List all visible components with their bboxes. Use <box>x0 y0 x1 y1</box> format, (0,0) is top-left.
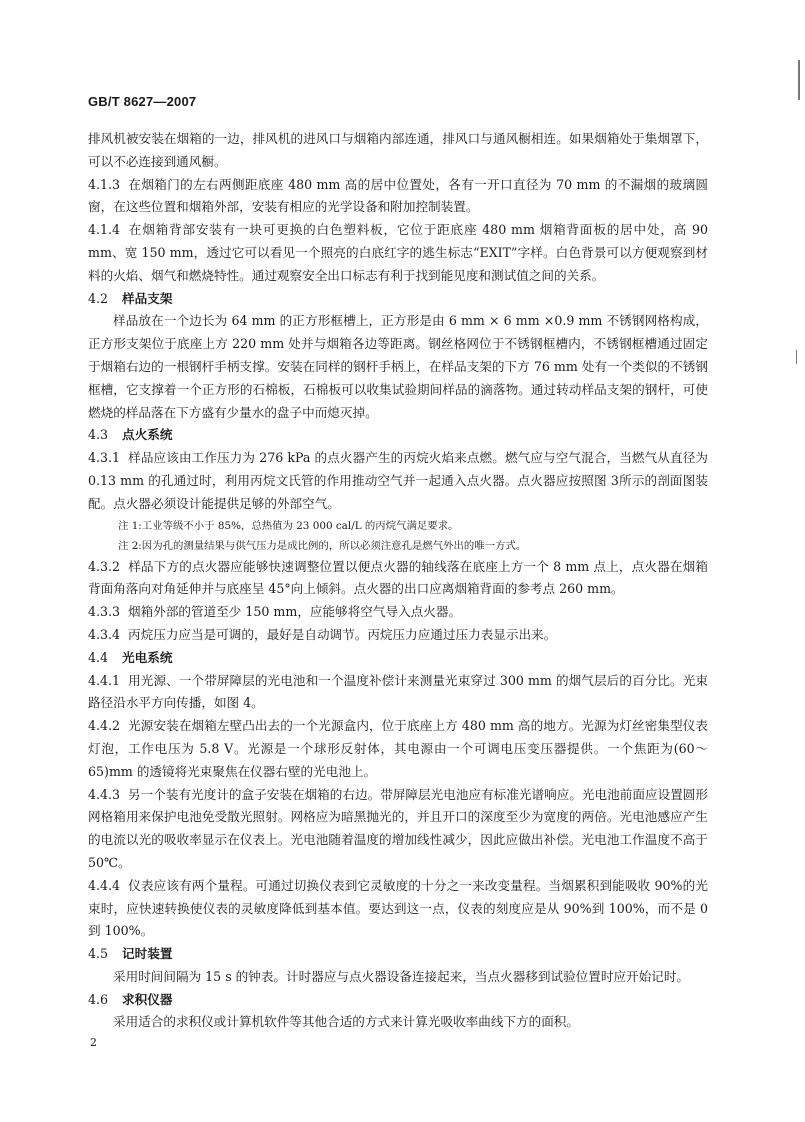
section-number: 4.6 <box>88 991 109 1007</box>
clause-text: 用光源、一个带屏障层的光电池和一个温度补偿计来测量光束穿过 300 mm 的烟气层后的百分比。光束路径沿水平方向传播，如图 4。 <box>88 672 708 711</box>
clause-paragraph <box>88 219 708 287</box>
section-number: 4.2 <box>88 290 109 306</box>
page-number: 2 <box>90 1036 97 1049</box>
body-paragraph: 采用时间间隔为 15 s 的钟表。计时器应与点火器设备连接起来，当点火器移到试验位置时应开始记时。 <box>113 968 690 984</box>
body-paragraph: 排风机被安装在烟箱的一边，排风机的进风口与烟箱内部连通，排风口与通风橱相连。如果烟箱处于集烟罩下，可以不必连接到通风橱。 <box>88 131 708 169</box>
clause-text: 另一个装有光度计的盒子安装在烟箱的右边。带屏障层光电池应有标准光谱响应。光电池前面应设置圆形网格箱用来保护电池免受散光照射。网格应为暗黑抛光的，并且开口的深度至少为宽度的两倍。光电池感应产生的电流以光的吸收率显示在仪表上。光电池随着温度的增加线性减少，因此应做出补偿。光电池工作温度不高于 50℃。 <box>88 786 708 870</box>
section-heading <box>88 288 708 311</box>
clause-paragraph <box>88 670 708 716</box>
scan-edge-mark <box>796 350 797 364</box>
section-title: 样品支架 <box>122 290 173 306</box>
standard-code: GB/T 8627—2007 <box>88 94 197 109</box>
section-heading <box>88 989 708 1012</box>
section-title: 光电系统 <box>122 649 173 665</box>
clause-paragraph <box>88 624 708 647</box>
clause-number: 4.4.2 <box>88 718 121 734</box>
body-paragraph: 采用适合的求积仪或计算机软件等其他合适的方式来计算光吸收率曲线下方的面积。 <box>113 1014 579 1030</box>
section-number: 4.4 <box>88 649 109 665</box>
clause-number: 4.3.3 <box>88 604 121 620</box>
section-heading <box>88 647 708 670</box>
clause-number: 4.3.1 <box>88 450 121 466</box>
clause-paragraph <box>88 447 708 515</box>
clause-paragraph <box>88 556 708 602</box>
clause-paragraph <box>88 784 708 875</box>
clause-number: 4.3.4 <box>88 626 121 642</box>
section-heading <box>88 943 708 966</box>
clause-number: 4.4.4 <box>88 877 121 893</box>
clause-number: 4.1.4 <box>88 222 121 238</box>
clause-paragraph <box>88 601 708 624</box>
clause-text: 样品应该由工作压力为 276 kPa 的点火器产生的丙烷火焰来点燃。燃气应与空气混合，当燃气从直径为 0.13 mm 的孔通过时，利用丙烷文氏管的作用推动空气并一起通入点火器。点火器应按照图 3所示的剖面图装配。点火器必须设计能提供足够的外部空气。 <box>88 450 708 511</box>
clause-number: 4.1.3 <box>88 176 121 192</box>
section-number: 4.3 <box>88 427 109 443</box>
document-body <box>88 128 708 1034</box>
section-number: 4.5 <box>88 946 109 962</box>
scan-edge-mark <box>798 60 800 100</box>
clause-paragraph <box>88 715 708 783</box>
clause-text: 样品下方的点火器应能够快速调整位置以便点火器的轴线落在底座上方一个 8 mm 点上，点火器在烟箱背面角落向对角延伸并与底座呈 45°向上倾斜。点火器的出口应离烟箱背面的参考点 260 mm。 <box>88 558 708 597</box>
clause-text: 光源安装在烟箱左壁凸出去的一个光源盒内，位于底座上方 480 mm 高的地方。光源为灯丝密集型仪表灯泡，工作电压为 5.8 V。光源是一个球形反射体，其电源由一个可调电压变压器提供。一个焦距为(60～65)mm 的透镜将光束聚焦在仪器右壁的光电池上。 <box>88 718 708 779</box>
section-title: 记时装置 <box>122 946 173 962</box>
section-title: 点火系统 <box>122 427 173 443</box>
clause-text: 烟箱外部的管道至少 150 mm，应能够将空气导入点火器。 <box>128 604 462 620</box>
body-paragraph: 样品放在一个边长为 64 mm 的正方形框槽上，正方形是由 6 mm × 6 mm ×0.9 mm 不锈钢网格构成，正方形支架位于底座上方 220 mm 处并与烟箱各边等距离。钢丝格网位于不锈钢框槽内，不锈钢框槽通过固定于烟箱右边的一根钢杆手柄支撑。安装在同样的钢杆手柄上，在样品支架的下方 76 mm 处有一个类似的不锈钢框槽，它支撑着一个正方形的石棉板，石棉板可以收集试验期间样品的滴落物。通过转动样品支架的钢杆，可使燃烧的样品落在下方盛有少量水的盘子中而熄灭掉。 <box>88 313 708 420</box>
clause-number: 4.3.2 <box>88 558 121 574</box>
clause-number: 4.4.1 <box>88 672 121 688</box>
clause-text: 丙烷压力应当是可调的，最好是自动调节。丙烷压力应通过压力表显示出来。 <box>128 626 557 642</box>
section-title: 求积仪器 <box>122 991 173 1007</box>
clause-number: 4.4.3 <box>88 786 121 802</box>
clause-paragraph <box>88 174 708 220</box>
note-text: 注 1:工业等级不小于 85%，总热值为 23 000 cal/L 的丙烷气满足要求。 <box>118 519 459 532</box>
clause-text: 在烟箱门的左右两侧距底座 480 mm 高的居中位置处，各有一开口直径为 70 mm 的不漏烟的玻璃圆窗，在这些位置和烟箱外部，安装有相应的光学设备和附加控制装置。 <box>88 176 708 215</box>
section-heading <box>88 424 708 447</box>
clause-text: 仪表应该有两个量程。可通过切换仪表到它灵敏度的十分之一来改变量程。当烟累积到能吸收 90%的光束时，应快速转换使仪表的灵敏度降低到基本值。要达到这一点，仪表的刻度应是从 90%到 100%，而不是 0 到 100%。 <box>88 877 708 939</box>
note-text: 注 2:因为孔的测量结果与供气压力是成比例的，所以必须注意孔是燃气外出的唯一方式。 <box>118 539 527 552</box>
clause-paragraph <box>88 875 708 943</box>
clause-text: 在烟箱背部安装有一块可更换的白色塑料板，它位于距底座 480 mm 烟箱背面板的居中处，高 90 mm、宽 150 mm，透过它可以看见一个照亮的白底红字的逃生标志“EXIT”字样。白色背景可以方便观察到材料的火焰、烟气和燃烧特性。通过观察安全出口标志有利于找到能见度和测试值之间的关系。 <box>88 222 708 283</box>
